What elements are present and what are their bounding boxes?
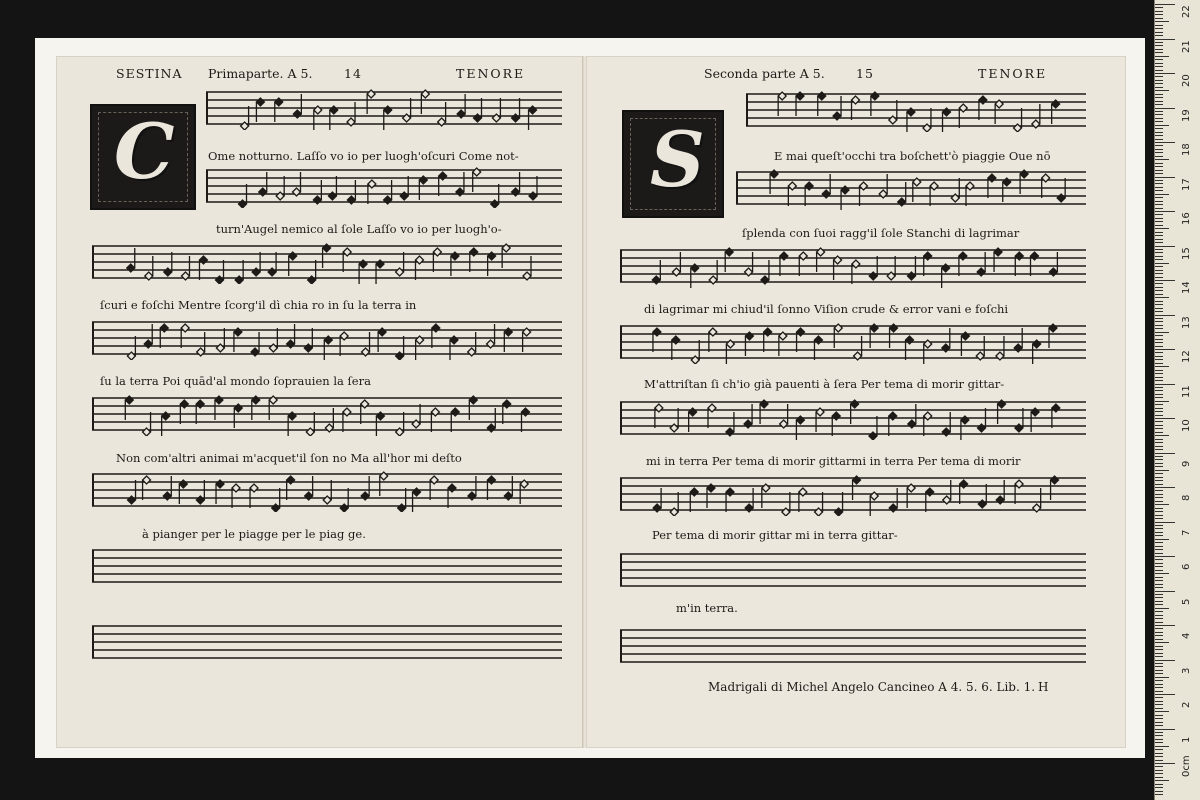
ruler-tick [1155, 270, 1163, 271]
ruler-tick [1155, 715, 1163, 716]
ruler-number: 2 [1181, 701, 1192, 708]
right-staff-empty-1 [620, 624, 1086, 668]
ruler-tick [1155, 518, 1163, 519]
ruler-tick [1155, 211, 1175, 212]
ruler-tick [1155, 691, 1163, 692]
right-staff-2 [736, 166, 1086, 210]
ruler-tick [1155, 666, 1163, 667]
left-lyric-line-3: ſcuri e foſchi Mentre ſcorg'il dì chia ro in ſu la terra in [100, 298, 417, 312]
ruler-tick [1155, 622, 1163, 623]
ruler-tick [1155, 7, 1163, 8]
ruler-number: 21 [1181, 39, 1192, 53]
left-voice-label: TENORE [456, 66, 526, 81]
ruler-tick [1155, 477, 1163, 478]
ruler-tick [1155, 435, 1169, 436]
ruler-tick [1155, 542, 1163, 543]
ruler-tick [1155, 145, 1163, 146]
ruler-tick [1155, 459, 1163, 460]
ruler-tick [1155, 735, 1163, 736]
ruler-tick [1155, 753, 1163, 754]
ruler-tick [1155, 304, 1163, 305]
ruler-tick [1155, 128, 1163, 129]
ruler-tick [1155, 415, 1163, 416]
ruler-tick [1155, 532, 1163, 533]
ruler-tick [1155, 70, 1163, 71]
ruler-tick [1155, 42, 1163, 43]
ruler-tick [1155, 425, 1163, 426]
ruler-tick [1155, 704, 1163, 705]
left-staff-3 [92, 240, 562, 284]
ruler-tick [1155, 597, 1163, 598]
ruler-tick [1155, 321, 1163, 322]
ruler-tick [1155, 615, 1163, 616]
ruler-tick [1155, 83, 1163, 84]
ruler-tick [1155, 608, 1169, 609]
ruler-tick [1155, 780, 1169, 781]
ruler-number: 0cm [1181, 755, 1192, 777]
ruler-tick [1155, 490, 1163, 491]
ruler-tick [1155, 273, 1163, 274]
ruler-tick [1155, 315, 1175, 316]
ruler-tick [1155, 359, 1163, 360]
ruler-tick [1155, 508, 1163, 509]
ruler-tick [1155, 208, 1163, 209]
ruler-number: 3 [1181, 667, 1192, 674]
ruler-tick [1155, 228, 1169, 229]
ruler-tick [1155, 187, 1163, 188]
ruler-number: 7 [1181, 529, 1192, 536]
ruler-tick [1155, 384, 1175, 385]
ruler-tick [1155, 660, 1175, 661]
footer-title: Madrigali di Michel Angelo Cancineo A 4. 5. 6. Lib. 1. [708, 680, 1036, 694]
ruler-tick [1155, 108, 1175, 109]
ruler-tick [1155, 649, 1163, 650]
ruler-tick [1155, 653, 1163, 654]
ruler-tick [1155, 170, 1163, 171]
ruler-tick [1155, 439, 1163, 440]
ruler-tick [1155, 4, 1175, 5]
ruler-tick [1155, 377, 1163, 378]
ruler-tick [1155, 456, 1163, 457]
ruler-tick [1155, 194, 1169, 195]
ruler-tick [1155, 49, 1163, 50]
ruler-tick [1155, 739, 1163, 740]
ruler-tick [1155, 80, 1163, 81]
ruler-tick [1155, 663, 1163, 664]
ruler-tick [1155, 156, 1163, 157]
ruler-tick [1155, 760, 1163, 761]
ruler-tick [1155, 577, 1163, 578]
ruler-tick [1155, 66, 1163, 67]
ruler-tick [1155, 380, 1163, 381]
ruler-tick [1155, 118, 1163, 119]
ruler-tick [1155, 21, 1169, 22]
ruler-tick [1155, 259, 1163, 260]
ruler-number: 5 [1181, 598, 1192, 605]
ruler-tick [1155, 256, 1163, 257]
ruler-tick [1155, 266, 1163, 267]
ruler-tick [1155, 718, 1163, 719]
ruler-tick [1155, 729, 1175, 730]
ruler-tick [1155, 325, 1163, 326]
decorated-initial-c: C [90, 104, 196, 210]
ruler-tick [1155, 287, 1163, 288]
ruler-tick [1155, 335, 1163, 336]
ruler-tick [1155, 177, 1175, 178]
ruler-tick [1155, 297, 1169, 298]
ruler-tick [1155, 301, 1163, 302]
ruler-tick [1155, 711, 1169, 712]
ruler-tick [1155, 787, 1163, 788]
ruler-tick [1155, 563, 1163, 564]
ruler-tick [1155, 632, 1163, 633]
left-lyric-line-6: à pianger per le piagge per le piag ge. [142, 527, 366, 541]
right-lyric-line-4: M'attriſtan ſi ch'io già pauenti à ſera Per tema di morir gittar- [644, 377, 1005, 391]
left-page-number: 14 [344, 66, 362, 81]
ruler-tick [1155, 366, 1169, 367]
ruler-tick [1155, 484, 1163, 485]
ruler-tick [1155, 722, 1163, 723]
ruler-number: 14 [1181, 281, 1192, 294]
ruler-tick [1155, 770, 1163, 771]
ruler-tick [1155, 497, 1163, 498]
ruler-tick [1155, 121, 1163, 122]
ruler-tick [1155, 25, 1163, 26]
ruler-tick [1155, 611, 1163, 612]
ruler-tick [1155, 349, 1175, 350]
ruler-tick [1155, 580, 1163, 581]
ruler-tick [1155, 791, 1163, 792]
right-lyric-line-6: Per tema di morir gittar mi in terra gittar- [652, 528, 898, 542]
ruler-number: 15 [1181, 246, 1192, 260]
ruler-tick [1155, 394, 1163, 395]
ruler-tick [1155, 656, 1163, 657]
ruler-tick [1155, 111, 1163, 112]
ruler-number: 9 [1181, 460, 1192, 467]
ruler-tick [1155, 684, 1163, 685]
right-lyric-line-7: m'in terra. [676, 601, 738, 615]
ruler-tick [1155, 411, 1163, 412]
ruler-tick [1155, 342, 1163, 343]
ruler-tick [1155, 204, 1163, 205]
ruler-tick [1155, 104, 1163, 105]
ruler-tick [1155, 463, 1163, 464]
ruler-tick [1155, 404, 1163, 405]
ruler-tick [1155, 370, 1163, 371]
ruler-tick [1155, 232, 1163, 233]
ruler-tick [1155, 639, 1163, 640]
ruler-tick [1155, 732, 1163, 733]
ruler-tick [1155, 756, 1163, 757]
ruler-tick [1155, 249, 1163, 250]
ruler-tick [1155, 214, 1163, 215]
ruler-number: 8 [1181, 494, 1192, 501]
left-staff-5 [92, 392, 562, 436]
ruler-tick [1155, 183, 1163, 184]
ruler-tick [1155, 387, 1163, 388]
left-lyric-line-5: Non com'altri animai m'acquet'il ſon no Ma all'hor mi deſto [116, 451, 462, 465]
right-lyric-line-2: ſplenda con ſuoi ragg'il ſole Stanchi di lagrimar [742, 226, 1020, 240]
ruler-tick [1155, 473, 1163, 474]
ruler-tick [1155, 746, 1169, 747]
ruler-tick [1155, 511, 1163, 512]
right-page-number: 15 [856, 66, 874, 81]
ruler-tick [1155, 152, 1163, 153]
ruler-tick [1155, 39, 1175, 40]
ruler-tick [1155, 352, 1163, 353]
left-staff-1 [206, 86, 562, 130]
right-lyric-line-5: mi in terra Per tema di morir gittarmi in terra Per tema di morir [646, 454, 1021, 468]
ruler-number: 12 [1181, 350, 1192, 363]
ruler-tick [1155, 311, 1163, 312]
ruler-tick [1155, 356, 1163, 357]
ruler-tick [1155, 73, 1175, 74]
ruler-tick [1155, 763, 1175, 764]
ruler-tick [1155, 694, 1175, 695]
ruler-tick [1155, 114, 1163, 115]
ruler-tick [1155, 76, 1163, 77]
ruler-tick [1155, 553, 1163, 554]
left-staff-6 [92, 468, 562, 512]
ruler-tick [1155, 277, 1163, 278]
ruler-tick [1155, 777, 1163, 778]
ruler-tick [1155, 501, 1163, 502]
ruler-tick [1155, 449, 1163, 450]
ruler-tick [1155, 90, 1169, 91]
ruler-tick [1155, 132, 1163, 133]
ruler-tick [1155, 546, 1163, 547]
ruler-tick [1155, 401, 1169, 402]
ruler-tick [1155, 584, 1163, 585]
right-voice-label: TENORE [978, 66, 1048, 81]
left-header-part: Primaparte. A 5. [208, 66, 313, 81]
ruler-number: 1 [1181, 736, 1192, 743]
ruler-tick [1155, 59, 1163, 60]
ruler-tick [1155, 749, 1163, 750]
right-staff-5 [620, 396, 1086, 440]
ruler-tick [1155, 149, 1163, 150]
ruler-tick [1155, 32, 1163, 33]
ruler-tick [1155, 570, 1163, 571]
ruler-tick [1155, 784, 1163, 785]
ruler-number: 19 [1181, 108, 1192, 122]
ruler-tick [1155, 328, 1163, 329]
right-lyric-line-3: di lagrimar mi chiud'il ſonno Viſion crude & error vani e foſchi [644, 302, 1009, 316]
ruler-tick [1155, 142, 1175, 143]
ruler-tick [1155, 294, 1163, 295]
ruler-tick [1155, 559, 1163, 560]
ruler-tick [1155, 428, 1163, 429]
ruler-tick [1155, 201, 1163, 202]
ruler-tick [1155, 442, 1163, 443]
ruler-number: 4 [1181, 632, 1192, 639]
ruler-number: 11 [1181, 384, 1192, 398]
ruler-tick [1155, 642, 1169, 643]
ruler-tick [1155, 487, 1175, 488]
ruler-number: 20 [1181, 74, 1192, 87]
ruler-tick [1155, 708, 1163, 709]
ruler-tick [1155, 94, 1163, 95]
left-lyric-line-4: ſu la terra Poi quād'al mondo ſoprauien la ſera [100, 374, 371, 388]
ruler-tick [1155, 318, 1163, 319]
ruler-tick [1155, 591, 1175, 592]
right-staff-4 [620, 320, 1086, 364]
ruler-tick [1155, 742, 1163, 743]
ruler-tick [1155, 418, 1175, 419]
ruler-tick [1155, 45, 1163, 46]
ruler-tick [1155, 556, 1175, 557]
ruler-tick [1155, 180, 1163, 181]
ruler-tick [1155, 697, 1163, 698]
ruler-tick [1155, 246, 1175, 247]
left-header-title: SESTINA [116, 66, 183, 81]
ruler-tick [1155, 56, 1169, 57]
ruler-tick [1155, 466, 1163, 467]
ruler-tick [1155, 539, 1169, 540]
ruler-tick [1155, 432, 1163, 433]
ruler-tick [1155, 14, 1163, 15]
ruler-number: 18 [1181, 143, 1192, 156]
ruler-tick [1155, 528, 1163, 529]
ruler-tick [1155, 525, 1163, 526]
ruler-tick [1155, 332, 1169, 333]
ruler-tick [1155, 346, 1163, 347]
ruler-tick [1155, 252, 1163, 253]
ruler-tick [1155, 235, 1163, 236]
ruler-tick [1155, 670, 1163, 671]
ruler-number: 10 [1181, 419, 1192, 432]
ruler-tick [1155, 470, 1169, 471]
ruler-tick [1155, 673, 1163, 674]
ruler-tick [1155, 628, 1163, 629]
ruler-tick [1155, 646, 1163, 647]
ruler-tick [1155, 677, 1169, 678]
right-lyric-line-1: E mai queſt'occhi tra boſchett'ò piaggie Oue nō [774, 149, 1051, 163]
left-lyric-line-1: Ome notturno. Laſſo vo io per luogh'oſcuri Come not- [208, 149, 519, 163]
ruler-number: 13 [1181, 315, 1192, 329]
ruler-tick [1155, 480, 1163, 481]
ruler-tick [1155, 773, 1163, 774]
ruler-tick [1155, 225, 1163, 226]
ruler-tick [1155, 11, 1163, 12]
ruler-tick [1155, 97, 1163, 98]
ruler-tick [1155, 535, 1163, 536]
ruler-tick [1155, 221, 1163, 222]
ruler-tick [1155, 101, 1163, 102]
ruler-tick [1155, 594, 1163, 595]
ruler-number: 6 [1181, 563, 1192, 570]
ruler-tick [1155, 566, 1163, 567]
ruler-tick [1155, 283, 1163, 284]
ruler-tick [1155, 63, 1163, 64]
ruler-tick [1155, 515, 1163, 516]
right-staff-1 [746, 88, 1086, 132]
left-lyric-line-2: turn'Augel nemico al ſole Laſſo vo io per luogh'o- [216, 222, 502, 236]
ruler-tick [1155, 363, 1163, 364]
right-staff-6 [620, 472, 1086, 516]
ruler-number: 16 [1181, 212, 1192, 225]
ruler-tick [1155, 263, 1169, 264]
ruler-tick [1155, 408, 1163, 409]
ruler-number: 22 [1181, 5, 1192, 18]
ruler-tick [1155, 197, 1163, 198]
ruler-tick [1155, 494, 1163, 495]
decorated-initial-s: S [622, 110, 724, 218]
footer-signature: H [1038, 680, 1049, 694]
ruler-tick [1155, 125, 1169, 126]
ruler-tick [1155, 280, 1175, 281]
left-staff-4 [92, 316, 562, 360]
left-page [56, 56, 584, 748]
ruler-tick [1155, 163, 1163, 164]
ruler-tick [1155, 397, 1163, 398]
ruler-tick [1155, 618, 1163, 619]
ruler-tick [1155, 87, 1163, 88]
right-header-part: Seconda parte A 5. [704, 66, 825, 81]
ruler-tick [1155, 725, 1163, 726]
ruler-tick [1155, 453, 1175, 454]
ruler-number: 17 [1181, 177, 1192, 191]
ruler-tick [1155, 308, 1163, 309]
ruler-tick [1155, 139, 1163, 140]
ruler-tick [1155, 504, 1169, 505]
ruler-tick [1155, 390, 1163, 391]
ruler-tick [1155, 446, 1163, 447]
ruler-tick [1155, 522, 1175, 523]
ruler-tick [1155, 239, 1163, 240]
ruler-tick [1155, 687, 1163, 688]
right-page [586, 56, 1126, 748]
ruler-tick [1155, 766, 1163, 767]
ruler-tick [1155, 701, 1163, 702]
ruler-tick [1155, 339, 1163, 340]
ruler-tick [1155, 794, 1163, 795]
ruler-tick [1155, 218, 1163, 219]
ruler-tick [1155, 625, 1175, 626]
ruler-tick [1155, 52, 1163, 53]
ruler-tick [1155, 373, 1163, 374]
ruler-tick [1155, 190, 1163, 191]
ruler-tick [1155, 159, 1169, 160]
ruler-tick [1155, 35, 1163, 36]
ruler-tick [1155, 173, 1163, 174]
ruler-tick [1155, 18, 1163, 19]
left-staff-empty-2 [92, 620, 562, 664]
ruler-tick [1155, 680, 1163, 681]
left-staff-2 [206, 164, 562, 208]
ruler-tick [1155, 604, 1163, 605]
ruler-tick [1155, 421, 1163, 422]
ruler-tick [1155, 601, 1163, 602]
measuring-ruler [1154, 0, 1200, 800]
ruler-tick [1155, 587, 1163, 588]
right-staff-7 [620, 548, 1086, 592]
left-staff-empty-1 [92, 544, 562, 588]
ruler-tick [1155, 135, 1163, 136]
ruler-tick [1155, 635, 1163, 636]
ruler-tick [1155, 290, 1163, 291]
ruler-tick [1155, 28, 1163, 29]
right-staff-3 [620, 244, 1086, 288]
ruler-tick [1155, 573, 1169, 574]
ruler-tick [1155, 549, 1163, 550]
ruler-tick [1155, 166, 1163, 167]
ruler-tick [1155, 242, 1163, 243]
